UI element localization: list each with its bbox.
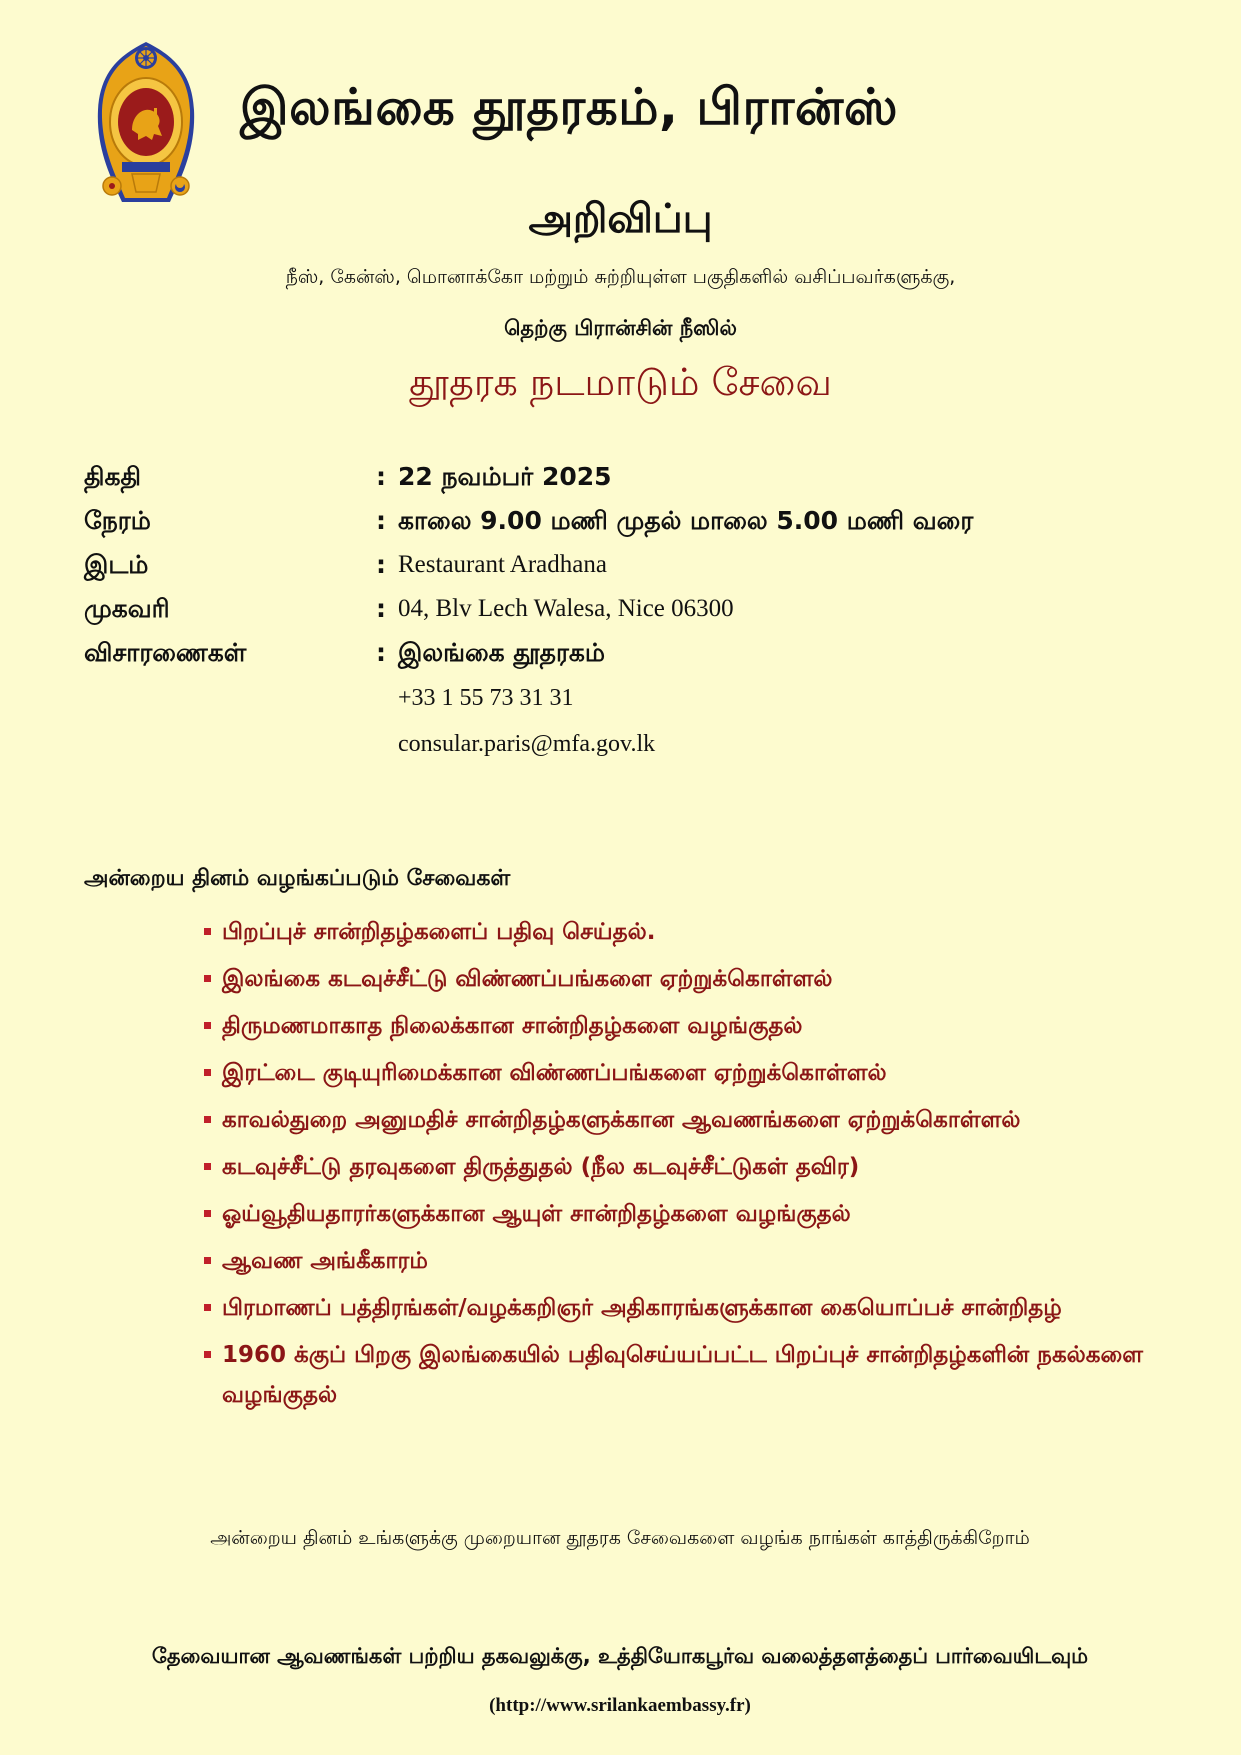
- service-text: பிரமாணப் பத்திரங்கள்/வழக்கறிஞர் அதிகாரங்களுக்கான கையொப்பச் சான்றிதழ்: [222, 1295, 1062, 1321]
- email-address: consular.paris@mfa.gov.lk: [398, 731, 656, 757]
- colon: :: [376, 594, 386, 623]
- bullet-icon: [204, 928, 211, 935]
- list-item: [202, 959, 1202, 999]
- colon: :: [376, 462, 386, 491]
- event-details: [84, 455, 1184, 767]
- service-text: கடவுச்சீட்டு தரவுகளை திருத்துதல் (நீல கடவுச்சீட்டுகள் தவிர): [222, 1154, 860, 1180]
- service-text: இலங்கை கடவுச்சீட்டு விண்ணப்பங்களை ஏற்றுக்கொள்ளல்: [222, 966, 833, 992]
- notice-heading: அறிவிப்பு: [528, 196, 713, 242]
- inquiries-label: விசாரணைகள்: [84, 638, 247, 667]
- service-text: காவல்துறை அனுமதிச் சான்றிதழ்களுக்கான ஆவணங்களை ஏற்றுக்கொள்ளல்: [222, 1107, 1021, 1133]
- recipients-line: நீஸ், கேன்ஸ், மொனாக்கோ மற்றும் சுற்றியுள்ள பகுதிகளில் வசிப்பவர்களுக்கு,: [285, 266, 956, 288]
- colon: :: [376, 550, 386, 579]
- website-link[interactable]: (http://www.srilankaembassy.fr): [489, 1695, 751, 1716]
- time-row: [84, 499, 1184, 543]
- colon: :: [376, 638, 386, 667]
- list-item: [202, 1147, 1202, 1187]
- list-item: [202, 1194, 1202, 1234]
- bullet-icon: [204, 1304, 211, 1311]
- bullet-icon: [204, 1163, 211, 1170]
- list-item: [202, 1335, 1202, 1415]
- website-note-text: தேவையான ஆவணங்கள் பற்றிய தகவலுக்கு, உத்தியோகபூர்வ வலைத்தளத்தைப் பார்வையிடவும்: [151, 1644, 1089, 1668]
- date-label: திகதி: [84, 462, 141, 491]
- bullet-icon: [204, 1116, 211, 1123]
- address-value: 04, Blv Lech Walesa, Nice 06300: [398, 595, 734, 622]
- list-item: [202, 1241, 1202, 1281]
- time-label: நேரம்: [84, 506, 151, 535]
- service-text: பிறப்புச் சான்றிதழ்களைப் பதிவு செய்தல்.: [222, 919, 656, 945]
- venue-value: Restaurant Aradhana: [398, 551, 607, 578]
- venue-row: [84, 543, 1184, 587]
- list-item: [202, 1053, 1202, 1093]
- service-text: திருமணமாகாத நிலைக்கான சான்றிதழ்களை வழங்குதல்: [222, 1013, 803, 1039]
- time-value: காலை 9.00 மணி முதல் மாலை 5.00 மணி வரை: [398, 506, 974, 535]
- website-note: [120, 1632, 1120, 1730]
- venue-label: இடம்: [84, 550, 149, 579]
- bullet-icon: [204, 975, 211, 982]
- inquiries-value: இலங்கை தூதரகம்: [398, 638, 605, 667]
- inquiries-row: [84, 631, 1184, 675]
- service-text: ஆவண அங்கீகாரம்: [222, 1248, 428, 1274]
- service-text: 1960 க்குப் பிறகு இலங்கையில் பதிவுசெய்யப்பட்ட பிறப்புச் சான்றிதழ்களின் நகல்களை வழங்குதல்: [222, 1342, 1143, 1408]
- bullet-icon: [204, 1351, 211, 1358]
- service-text: ஓய்வூதியதாரர்களுக்கான ஆயுள் சான்றிதழ்களை வழங்குதல்: [222, 1201, 851, 1227]
- bullet-icon: [204, 1022, 211, 1029]
- services-heading: அன்றைய தினம் வழங்கப்படும் சேவைகள்: [84, 866, 511, 891]
- date-row: [84, 455, 1184, 499]
- phone-number: +33 1 55 73 31 31: [398, 685, 574, 711]
- colon: :: [376, 506, 386, 535]
- address-row: [84, 587, 1184, 631]
- service-title: தூதரக நடமாடும் சேவை: [409, 360, 832, 404]
- list-item: [202, 912, 1202, 952]
- list-item: [202, 1100, 1202, 1140]
- list-item: [202, 1288, 1202, 1328]
- list-item: [202, 1006, 1202, 1046]
- page-title: இலங்கை தூதரகம், பிரான்ஸ்: [240, 78, 899, 136]
- service-text: இரட்டை குடியுரிமைக்கான விண்ணப்பங்களை ஏற்றுக்கொள்ளல்: [222, 1060, 887, 1086]
- services-list: [202, 912, 1202, 1422]
- address-label: முகவரி: [84, 594, 170, 623]
- location-line: தெற்கு பிரான்சின் நீஸில்: [504, 316, 737, 340]
- closing-message: அன்றைய தினம் உங்களுக்கு முறையான தூதரக சேவைகளை வழங்க நாங்கள் காத்திருக்கிறோம்: [210, 1527, 1030, 1549]
- date-value: 22 நவம்பர் 2025: [398, 462, 612, 491]
- bullet-icon: [204, 1210, 211, 1217]
- sri-lanka-emblem-icon: [92, 40, 200, 206]
- bullet-icon: [204, 1069, 211, 1076]
- bullet-icon: [204, 1257, 211, 1264]
